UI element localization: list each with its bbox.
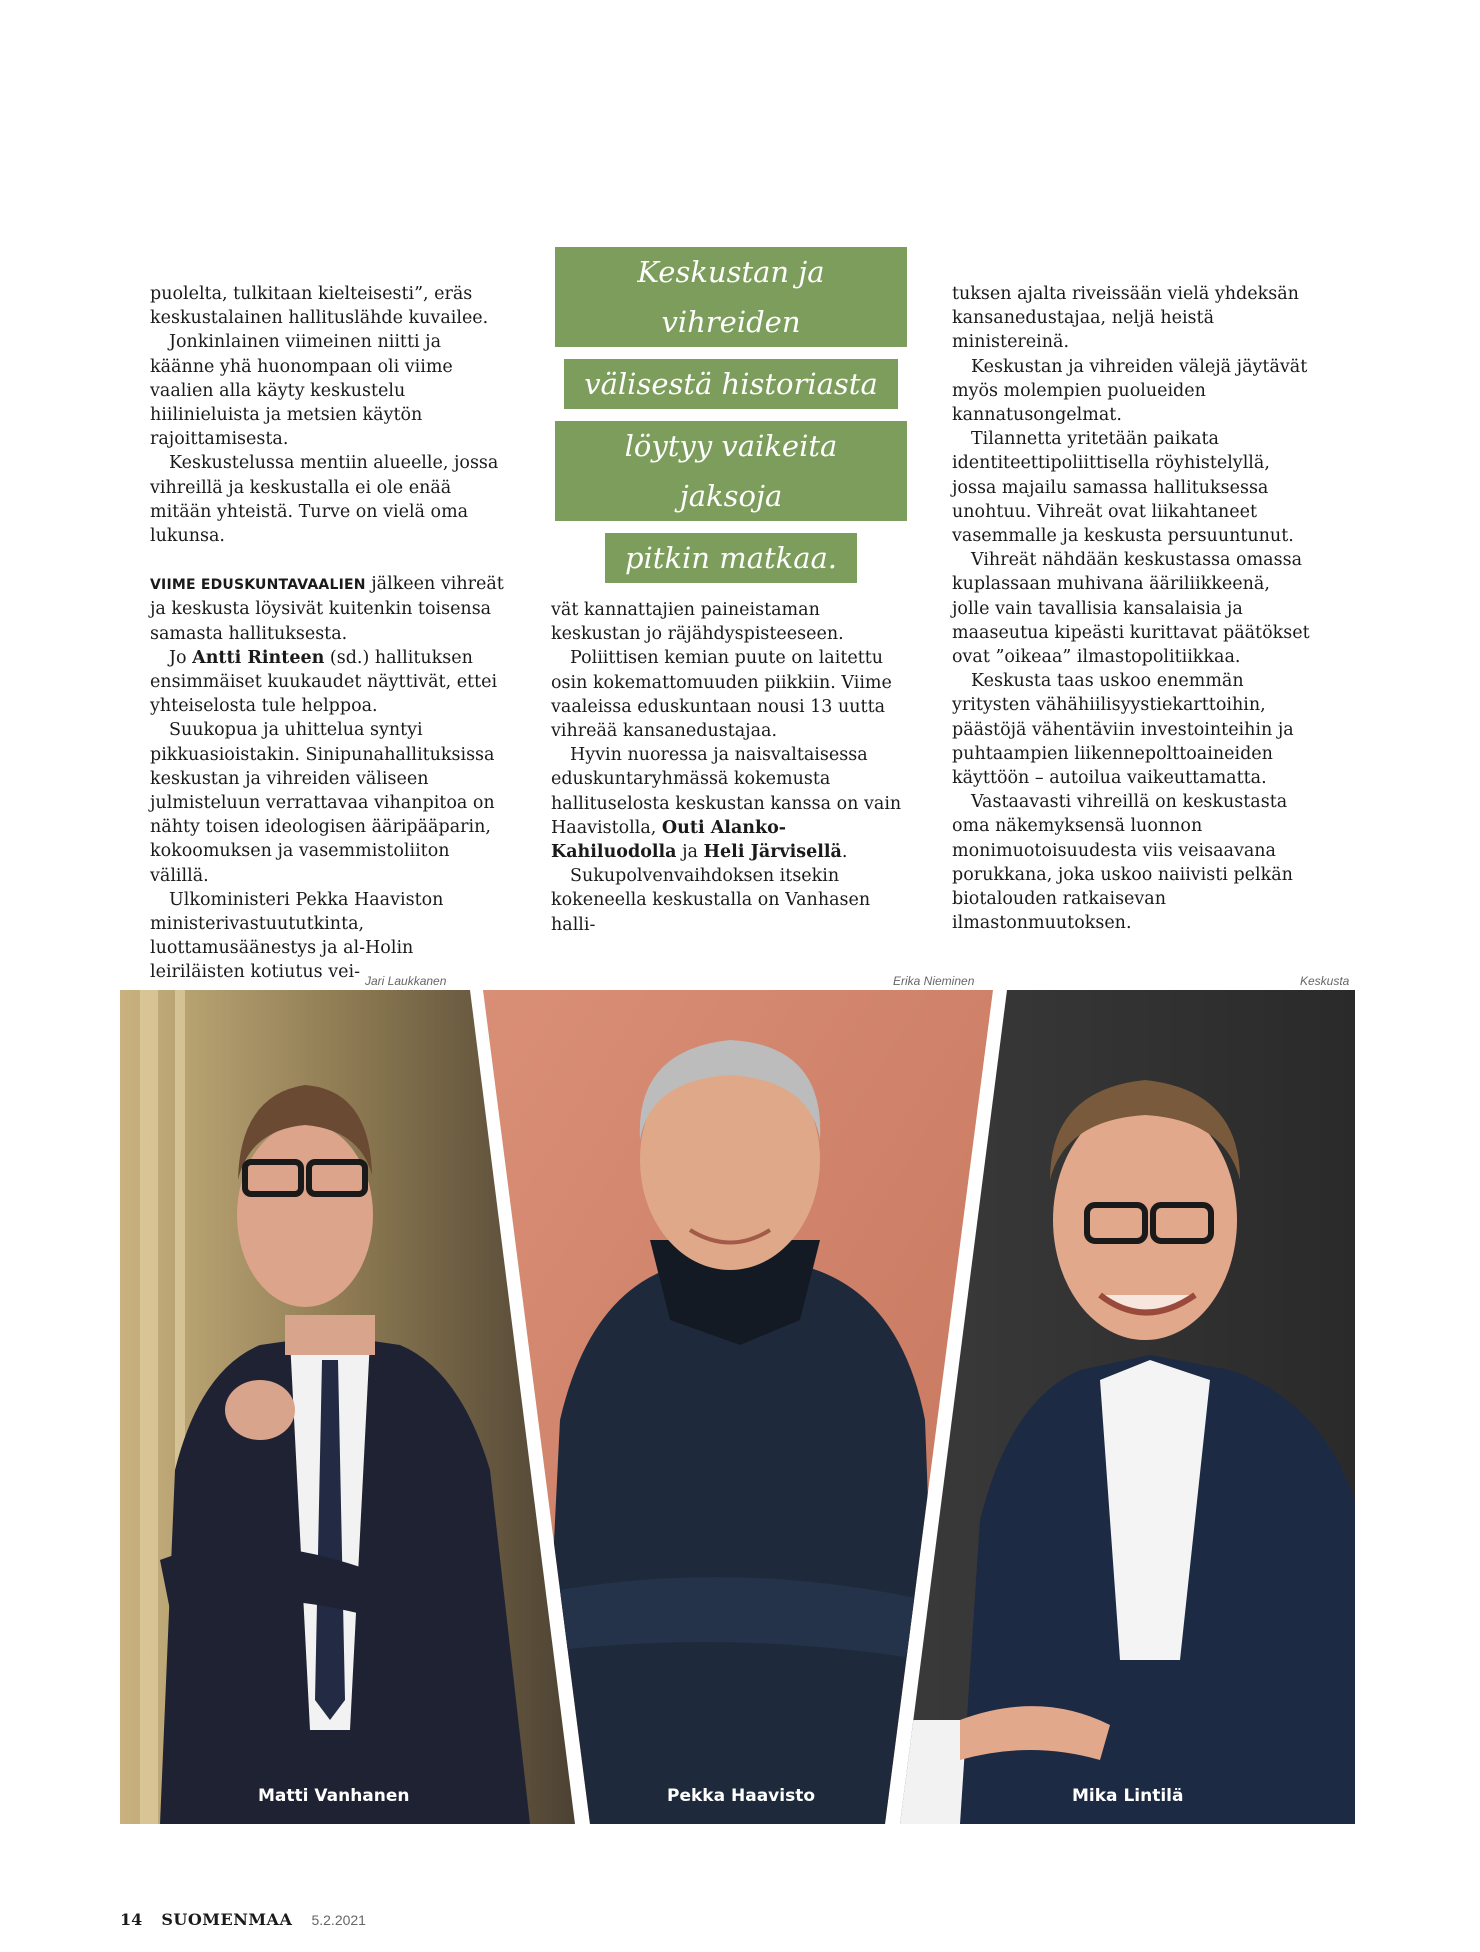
person-name: Outi Alanko-Kahiluodolla [551,817,787,863]
pull-quote-line: välisestä historiasta [564,359,898,409]
paragraph: puolelta, tulkitaan kielteisesti”, eräs keskustalainen hallituslähde kuvailee. [150,284,489,329]
article-column-1 [150,282,505,985]
paragraph: Jo Antti Rinteen (sd.) hallituksen ensimmäiset kuukaudet näyttivät, ettei yhteiselosta tule helppoa. [150,647,498,717]
paragraph: Hyvin nuoressa ja naisvaltaisessa eduskuntaryhmässä kokemusta hallituselosta keskustan kanssa on vain Haavistolla, Outi Alanko-Kahiluodolla ja Heli Järvisellä. [551,745,902,863]
paragraph: tuksen ajalta riveissään vielä yhdeksän kansanedustajaa, neljä heistä ministereinä. [952,284,1299,353]
caption-name: Mika Lintilä [1072,1786,1184,1806]
paragraph: Keskustelussa mentiin alueelle, jossa vihreillä ja keskustalla ei ole enää mitään yhteistä. Turve on vielä oma lukunsa. [150,453,499,547]
paragraph: Poliittisen kemian puute on laitettu osin kokemattomuuden piikkiin. Viime vaaleissa eduskuntaan nousi 13 uutta vihreää kansanedustajaa. [551,648,892,742]
paragraph: VIIME EDUSKUNTAVAALIEN jälkeen vihreät ja keskusta löysivät kuitenkin toisensa samasta hallituksesta. [150,574,504,644]
caption-name: Matti Vanhanen [258,1786,410,1806]
photo-credit: Keskusta [1300,974,1350,988]
paragraph: Tilannetta yritetään paikata identiteettipoliittisella röyhistelyllä, jossa majailu samassa hallituksessa unohtuu. Vihreät ovat liikahtaneet vasemmalle ja keskusta persuuntunut. [952,429,1294,547]
paragraph: Keskustan ja vihreiden välejä jäytävät myös molempien puolueiden kannatusongelmat. [952,356,1308,426]
photo-credit: Jari Laukkanen [365,974,447,988]
caption-name: Pekka Haavisto [667,1786,815,1806]
person-name: Heli Järvisellä [703,842,842,863]
paragraph: Ulkoministeri Pekka Haaviston ministerivastuututkinta, luottamusäänestys ja al-Holin leiriläisten kotiutus vei- [150,889,444,983]
photo-credit: Erika Nieminen [893,974,975,988]
paragraph: vät kannattajien paineistaman keskustan jo räjähdyspisteeseen. [551,600,844,645]
pull-quote [555,247,907,595]
paragraph: Jonkinlainen viimeinen niitti ja käänne yhä huonompaan oli viime vaalien alla käyty keskustelu hiilinieluista ja metsien käytön rajoittamisesta. [150,332,453,450]
page-number: 14 [120,1910,143,1929]
pull-quote-line: pitkin matkaa. [605,533,857,583]
magazine-name: SUOMENMAA [161,1910,293,1929]
paragraph: Keskusta taas uskoo enemmän yritysten vähähiilisyystiekarttoihin, päästöjä vähentäviin investointeihin ja puhtaampien liikennepolttoaineiden käyttöön – autoilua vaikeuttamatta. [952,671,1294,789]
paragraph: Suukopua ja uhittelua syntyi pikkuasioistakin. Sinipunahallituksissa keskustan ja vihreiden väliseen julmisteluun verrattavaa vihanpitoa on nähty toisen ideologisen ääripääparin, kokoomuksen ja vasemmistoliiton välillä. [150,720,495,886]
paragraph: Vihreät nähdään keskustassa omassa kuplassaan muhivana ääriliikkeenä, jolle vain tavallisia kansalaisia ja maaseutua kipeästi kurittavat päätökset ovat ”oikeaa” ilmastopolitiikkaa. [952,550,1310,668]
issue-date: 5.2.2021 [311,1912,366,1928]
paragraph: Sukupolvenvaihdoksen itsekin kokeneella keskustalla on Vanhasen halli- [551,866,871,935]
article-column-2 [551,598,906,937]
page-footer [120,1910,366,1929]
pull-quote-line: löytyy vaikeita jaksoja [555,421,907,521]
pull-quote-line: Keskustan ja vihreiden [555,247,907,347]
lead-in: VIIME EDUSKUNTAVAALIEN [150,577,366,594]
paragraph: Vastaavasti vihreillä on keskustasta oma näkemyksensä luonnon monimuotoisuudesta viis veisaavana porukkana, joka uskoo naiivisti pelkän biotalouden ratkaisevan ilmastonmuutoksen. [952,792,1293,934]
article-column-3 [952,282,1312,935]
person-name: Antti Rinteen [192,647,325,668]
